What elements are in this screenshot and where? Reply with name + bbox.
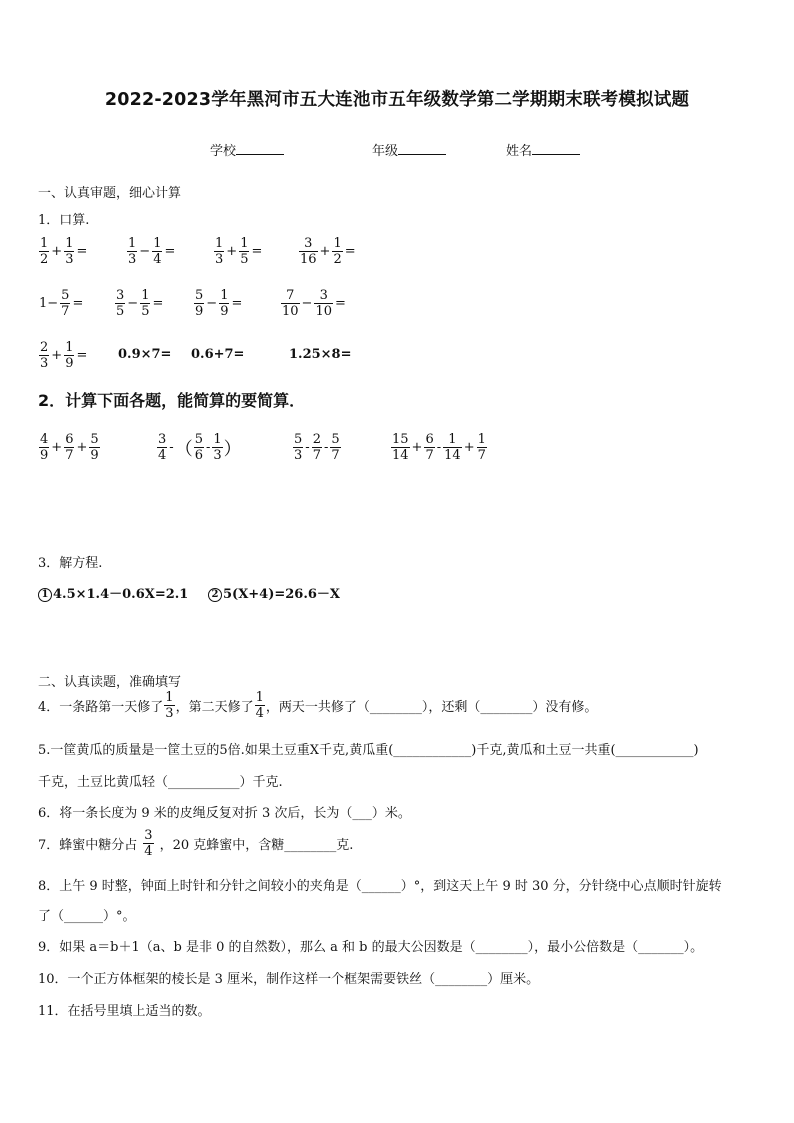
name-field	[506, 140, 580, 159]
q1-r3-item: 1.25×8=	[289, 347, 352, 362]
q2-expr-2: $\frac{3}{4}$ - （ $\frac{5}{6}$ - $\frac{1}{3}$ ）	[158, 432, 242, 463]
circled-number: 1	[38, 588, 52, 602]
section-2-heading: 二、认真读题，准确填写	[38, 675, 182, 690]
q3-label: 3．解方程.	[38, 556, 103, 571]
q1-r2-item: $\frac{3}{5}$ − $\frac{1}{5}$ =	[116, 288, 164, 319]
section-1-heading: 一、认真审题，细心计算	[38, 186, 182, 201]
q1-r1-item: $\frac{3}{16}$ + $\frac{1}{2}$ =	[300, 236, 356, 267]
q1-r2-item: $\frac{7}{10}$ − $\frac{3}{10}$ =	[282, 288, 346, 319]
school-label: 学校	[210, 144, 237, 159]
q1-r2-item: 1− $\frac{5}{7}$ =	[39, 288, 84, 319]
grade-field	[372, 140, 446, 159]
q2-expr-1: $\frac{4}{9}$ + $\frac{6}{7}$ + $\frac{5}{9}$	[40, 432, 99, 463]
q3-equation-1: 1 4.5×1.4－0.6X=2.1	[38, 583, 188, 602]
q1-r1-item: $\frac{1}{3}$ + $\frac{1}{5}$ =	[215, 236, 263, 267]
q11: 11．在括号里填上适当的数。	[38, 1004, 211, 1019]
q7: 7．蜂蜜中糖分占 $\frac{3}{4}$ ，20 克蜂蜜中，含糖________克.	[38, 828, 354, 859]
q1-label: 1．口算.	[38, 213, 90, 228]
name-blank[interactable]	[532, 142, 580, 155]
grade-blank[interactable]	[398, 142, 446, 155]
name-label: 姓名	[506, 144, 533, 159]
q1-r3-item: 0.6+7=	[191, 347, 245, 362]
q5-line-1: 5.一筐黄瓜的质量是一筐土豆的5倍.如果土豆重X千克,黄瓜重(____________)千克,黄瓜和土豆一共重(____________)	[38, 743, 699, 758]
q1-r1-item: $\frac{1}{2}$ + $\frac{1}{3}$ =	[40, 236, 88, 267]
q9: 9．如果 a＝b＋1（a、b 是非 0 的自然数），那么 a 和 b 的最大公因数是（________），最小公倍数是（_______）。	[38, 940, 704, 955]
circled-number: 2	[208, 588, 222, 602]
q10: 10．一个正方体框架的棱长是 3 厘米，制作这样一个框架需要铁丝（________）厘米。	[38, 972, 540, 987]
q6: 6．将一条长度为 9 米的皮绳反复对折 3 次后，长为（___）米。	[38, 806, 411, 821]
school-field	[210, 140, 284, 159]
q1-r3-item: 0.9×7=	[118, 347, 172, 362]
q3-equation-2: 2 5(X+4)=26.6－X	[208, 583, 340, 602]
q4: 4．一条路第一天修了 $\frac{1}{3}$ ，第二天修了 $\frac{1}{4}$ ，两天一共修了（________），还剩（________）没有修。	[38, 690, 598, 721]
q1-r2-item: $\frac{5}{9}$ − $\frac{1}{9}$ =	[195, 288, 243, 319]
grade-label: 年级	[372, 144, 399, 159]
school-blank[interactable]	[236, 142, 284, 155]
page-title: 2022-2023学年黑河市五大连池市五年级数学第二学期期末联考模拟试题	[104, 90, 690, 110]
q8-line-1: 8．上午 9 时整，钟面上时针和分针之间较小的夹角是（______）°，到这天上午 9 时 30 分，分针绕中心点顺时针旋转	[38, 879, 722, 894]
q5-line-2: 千克，土豆比黄瓜轻（___________）千克.	[38, 775, 283, 790]
q1-r3-item: $\frac{2}{3}$ + $\frac{1}{9}$ =	[40, 340, 88, 371]
q2-label: 2．计算下面各题，能简算的要简算．	[38, 391, 306, 410]
q2-expr-3: $\frac{5}{3}$ - $\frac{2}{7}$ - $\frac{5}{7}$	[294, 432, 340, 463]
q8-line-2: 了（______）°。	[38, 909, 136, 924]
q1-r1-item: $\frac{1}{3}$ − $\frac{1}{4}$ =	[128, 236, 176, 267]
q2-expr-4: $\frac{15}{14}$ + $\frac{6}{7}$ - $\frac{1}{14}$ + $\frac{1}{7}$	[392, 432, 486, 463]
